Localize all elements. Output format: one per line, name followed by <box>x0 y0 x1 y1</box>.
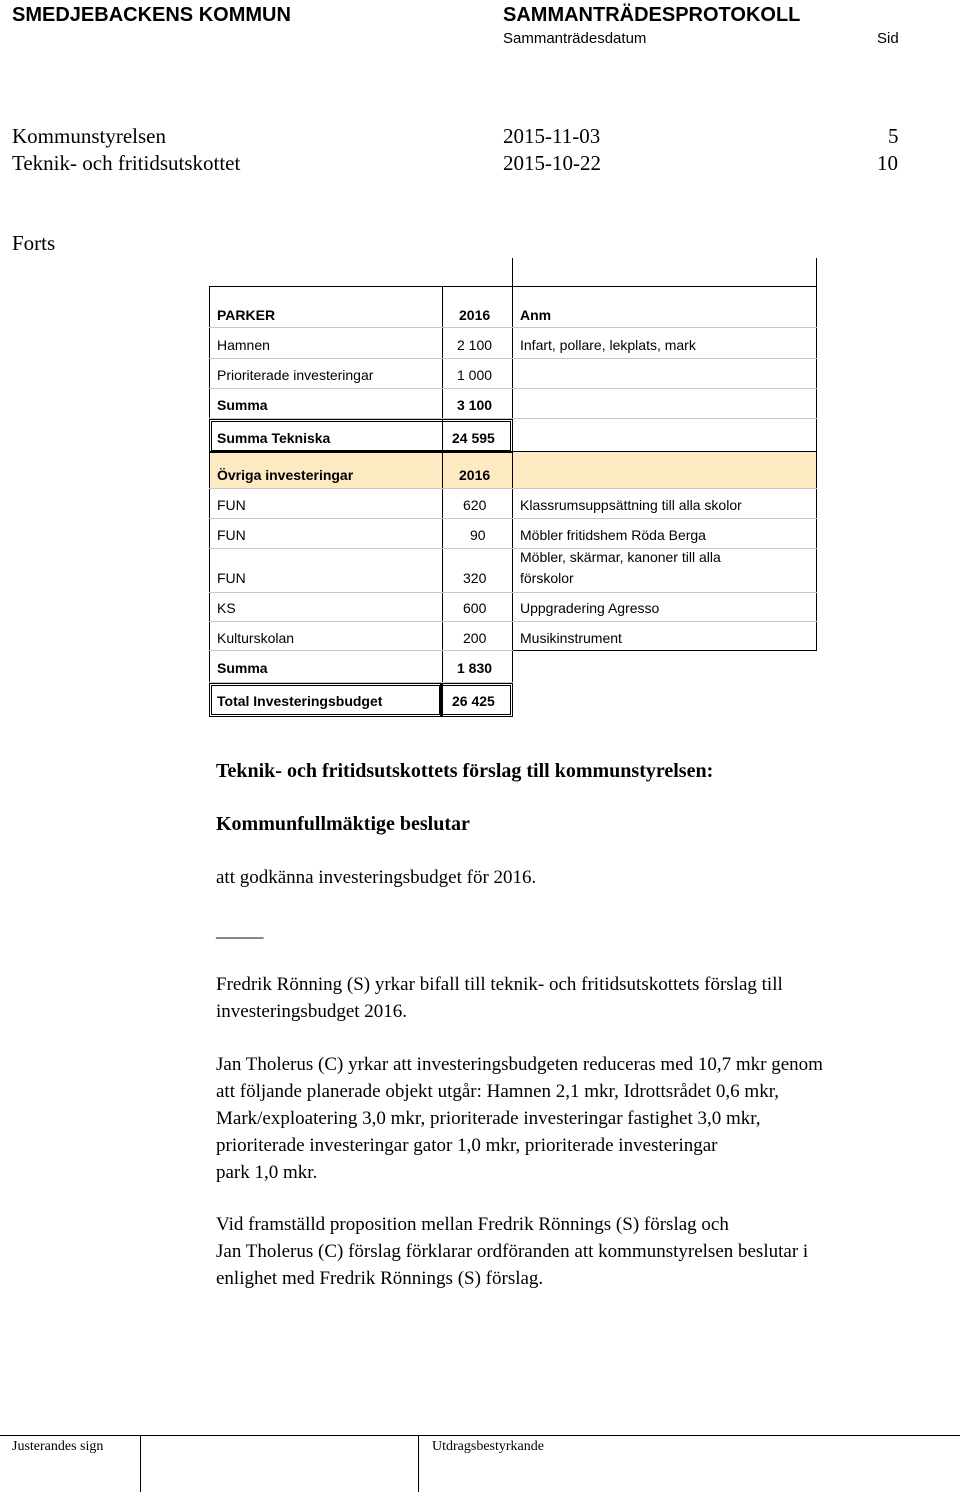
row-fun-2-value: 90 <box>470 527 486 543</box>
ovriga-heading: Övriga investeringar <box>217 467 354 483</box>
paragraph-2-line: att följande planerade objekt utgår: Hamnen 2,1 mkr, Idrottsrådet 0,6 mkr, <box>216 1081 780 1102</box>
paragraph-1-line: Fredrik Rönning (S) yrkar bifall till teknik- och fritidsutskottets förslag till <box>216 974 783 995</box>
row-fun-2-name: FUN <box>217 527 246 543</box>
row-fun-1-note: Klassrumsuppsättning till alla skolor <box>520 497 742 513</box>
parker-year: 2016 <box>459 307 491 323</box>
row-kulturskolan-note: Musikinstrument <box>520 630 622 646</box>
paragraph-2-line: Mark/exploatering 3,0 mkr, prioriterade investeringar fastighet 3,0 mkr, <box>216 1108 761 1129</box>
total-budget-name: Total Investeringsbudget <box>217 693 383 709</box>
meta-page-1: 5 <box>888 124 899 148</box>
summa-tekniska-value: 24 595 <box>452 430 495 446</box>
decision-title: Kommunfullmäktige beslutar <box>216 813 470 835</box>
paragraph-1 <box>216 971 783 1025</box>
paragraph-2-line: Jan Tholerus (C) yrkar att investeringsbudgeten reduceras med 10,7 mkr genom <box>216 1054 823 1075</box>
paragraph-1-line: investeringsbudget 2016. <box>216 1001 408 1022</box>
meeting-date-label: Sammanträdesdatum <box>503 30 647 47</box>
paragraph-3-line: Vid framställd proposition mellan Fredrik Rönnings (S) förslag och <box>216 1214 729 1235</box>
page-label: Sid <box>877 30 899 47</box>
meta-date-2: 2015-10-22 <box>503 151 601 175</box>
paragraph-3 <box>216 1211 808 1292</box>
row-hamnen-note: Infart, pollare, lekplats, mark <box>520 337 696 353</box>
parker-sum-value: 3 100 <box>457 397 493 413</box>
separator: _____ <box>216 920 264 941</box>
row-kulturskolan-name: Kulturskolan <box>217 630 295 646</box>
parker-sum-name: Summa <box>217 397 268 413</box>
footer-adjuster-sign: Justerandes sign <box>12 1439 104 1454</box>
paragraph-3-line: enlighet med Fredrik Rönnings (S) förslag. <box>216 1268 544 1289</box>
parker-note-heading: Anm <box>520 307 552 323</box>
summa-tekniska-name: Summa Tekniska <box>217 430 331 446</box>
row-prioriterade-value: 1 000 <box>457 367 493 383</box>
ovriga-sum-value: 1 830 <box>457 660 493 676</box>
meta-page-2: 10 <box>877 151 898 175</box>
row-hamnen-name: Hamnen <box>217 337 270 353</box>
footer-middle-divider <box>418 1435 419 1492</box>
paragraph-3-line: Jan Tholerus (C) förslag förklarar ordföranden att kommunstyrelsen beslutar i <box>216 1241 809 1262</box>
municipality-name: SMEDJEBACKENS KOMMUN <box>12 4 291 26</box>
proposal-title: Teknik- och fritidsutskottets förslag till kommunstyrelsen: <box>216 760 714 782</box>
footer-certification: Utdragsbestyrkande <box>432 1439 544 1454</box>
row-ks-name: KS <box>217 600 236 616</box>
investment-table <box>0 0 960 720</box>
row-fun-3-name: FUN <box>217 570 246 586</box>
meta-body-2: Teknik- och fritidsutskottet <box>12 151 241 175</box>
parker-heading: PARKER <box>217 307 276 323</box>
document-type: SAMMANTRÄDESPROTOKOLL <box>503 4 801 26</box>
footer-sign-box-divider <box>140 1435 141 1492</box>
row-fun-2-note: Möbler fritidshem Röda Berga <box>520 527 706 543</box>
ovriga-sum-name: Summa <box>217 660 268 676</box>
paragraph-2 <box>216 1051 823 1186</box>
row-ks-value: 600 <box>463 600 487 616</box>
row-fun-1-value: 620 <box>463 497 487 513</box>
meta-body-1: Kommunstyrelsen <box>12 124 166 148</box>
decision-text: att godkänna investeringsbudget för 2016. <box>216 867 537 888</box>
row-fun-1-name: FUN <box>217 497 246 513</box>
row-hamnen-value: 2 100 <box>457 337 493 353</box>
paragraph-2-line: prioriterade investeringar gator 1,0 mkr, prioriterade investeringar <box>216 1135 718 1156</box>
ovriga-year: 2016 <box>459 467 491 483</box>
total-budget-value: 26 425 <box>452 693 495 709</box>
row-ks-note: Uppgradering Agresso <box>520 600 660 616</box>
row-fun-3-note-line1: Möbler, skärmar, kanoner till alla <box>520 549 721 565</box>
meta-date-1: 2015-11-03 <box>503 124 601 148</box>
row-prioriterade-name: Prioriterade investeringar <box>217 367 374 383</box>
continued-label: Forts <box>12 231 56 255</box>
footer-rule <box>0 1435 960 1436</box>
row-fun-3-value: 320 <box>463 570 487 586</box>
row-fun-3-note-line2: förskolor <box>520 570 574 586</box>
paragraph-2-line: park 1,0 mkr. <box>216 1162 318 1183</box>
row-kulturskolan-value: 200 <box>463 630 487 646</box>
